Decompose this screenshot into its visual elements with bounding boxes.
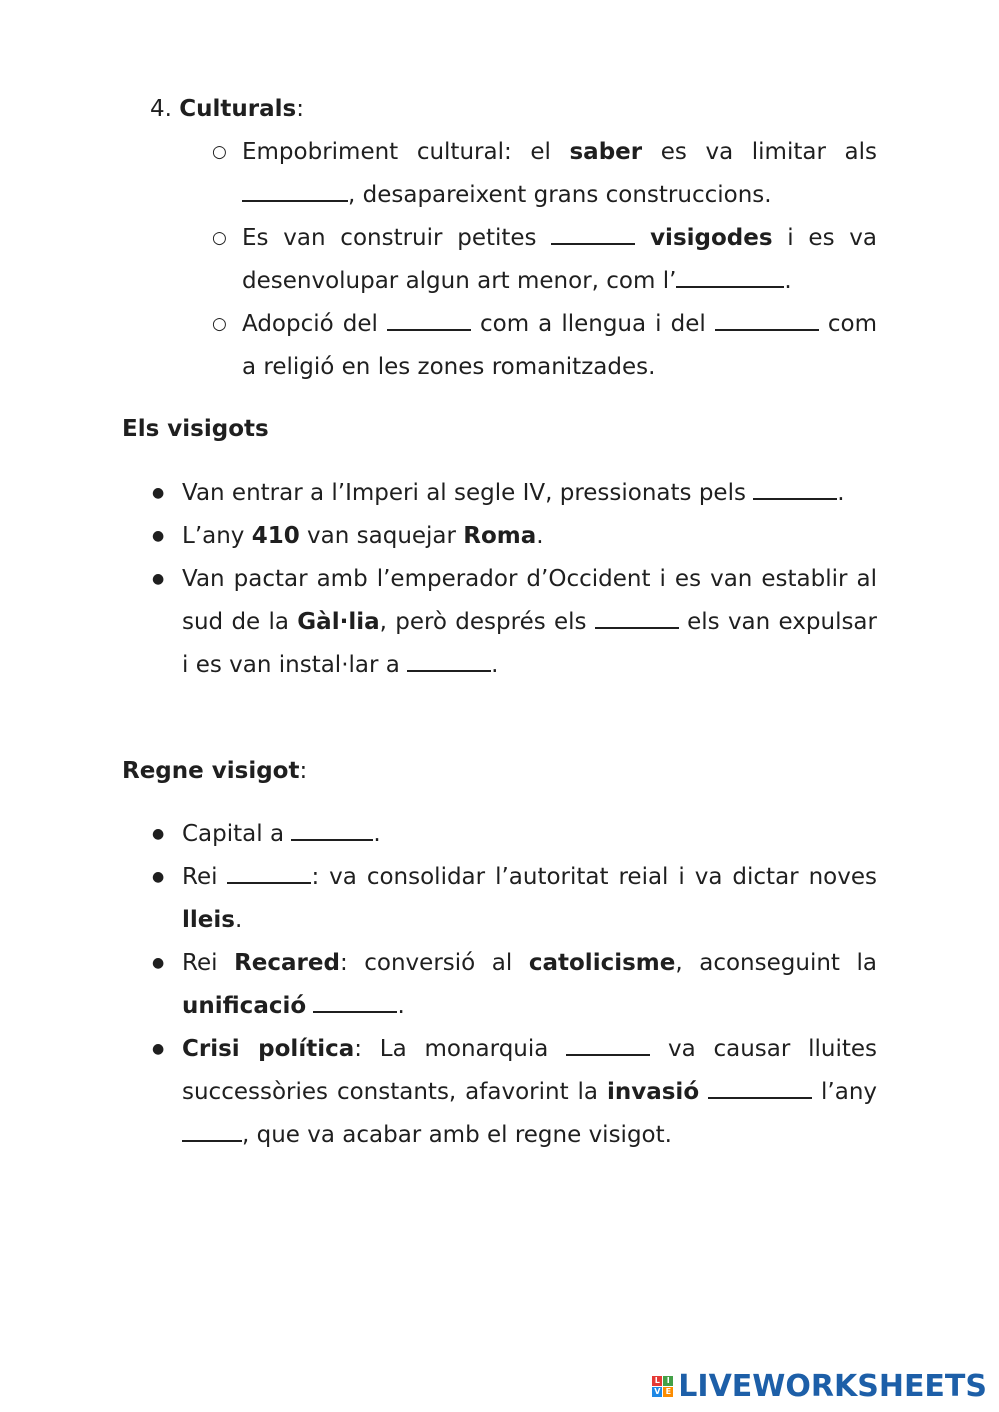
heading-regne: Regne visigot: — [122, 758, 308, 784]
logo-mark-cell: L — [652, 1376, 662, 1386]
logo-mark-cell: E — [663, 1387, 673, 1397]
blank-input[interactable] — [566, 1028, 650, 1056]
blank-input[interactable] — [595, 601, 679, 629]
blank-input[interactable] — [242, 174, 348, 202]
logo-mark-cell: I — [663, 1376, 673, 1386]
logo-text: LIVEWORKSHEETS — [678, 1369, 987, 1404]
blank-input[interactable] — [676, 260, 784, 288]
blank-input[interactable] — [182, 1114, 242, 1142]
logo-mark-cell: V — [654, 1387, 661, 1396]
liveworksheets-logo — [652, 1369, 987, 1404]
list-item: ○ Es van construir petites visigodes i es va desenvolupar algun art menor, com l’ . — [212, 217, 877, 303]
culturals-list — [212, 131, 877, 389]
list-item: ○ Adopció del com a llengua i del com a religió en les zones romanitzades. — [212, 303, 877, 389]
blank-input[interactable] — [753, 472, 837, 500]
visigots-list — [152, 472, 877, 687]
blank-input[interactable] — [407, 644, 491, 672]
list-item: ● Van entrar a l’Imperi al segle IV, pressionats pels . — [152, 472, 877, 515]
regne-list — [152, 813, 877, 1157]
blank-input[interactable] — [313, 985, 397, 1013]
blank-input[interactable] — [387, 303, 471, 331]
blank-input[interactable] — [291, 813, 373, 841]
blank-input[interactable] — [227, 856, 311, 884]
logo-mark-icon — [652, 1376, 673, 1397]
blank-input[interactable] — [551, 217, 635, 245]
blank-input[interactable] — [715, 303, 819, 331]
list-item: ● Crisi política: La monarquia va causar lluites successòries constants, afavorint la invasió l’any , que va acabar amb el regne visigot. — [152, 1028, 877, 1157]
section-number: 4. — [150, 96, 172, 122]
list-item: ● Capital a . — [152, 813, 877, 856]
section-culturals-title: 4. Culturals: — [150, 96, 304, 122]
list-item: ● L’any 410 van saquejar Roma. — [152, 515, 877, 558]
list-item: ● Van pactar amb l’emperador d’Occident i es van establir al sud de la Gàl·lia, però després els els van expulsar i es van instal·lar a . — [152, 558, 877, 687]
list-item: ● Rei Recared: conversió al catolicisme, aconseguint la unificació . — [152, 942, 877, 1028]
list-item: ● Rei : va consolidar l’autoritat reial i va dictar noves lleis. — [152, 856, 877, 942]
heading-visigots: Els visigots — [122, 416, 269, 442]
section-title: Culturals — [179, 96, 297, 122]
blank-input[interactable] — [708, 1071, 812, 1099]
list-item: ○ Empobriment cultural: el saber es va limitar als , desapareixent grans construccions. — [212, 131, 877, 217]
